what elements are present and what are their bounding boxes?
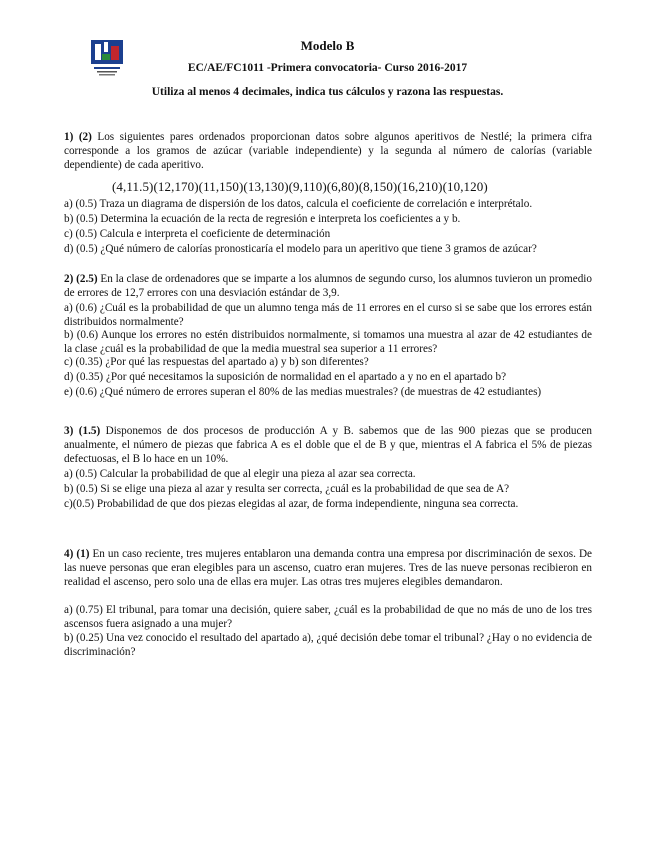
- question-3b: b) (0.5) Si se elige una pieza al azar y resulta ser correcta, ¿cuál es la probabilidad de que sea de A?: [64, 483, 510, 495]
- question-3: [64, 424, 592, 467]
- question-3-number: 3): [64, 425, 74, 437]
- question-1d: d) (0.5) ¿Qué número de calorías pronosticaría el modelo para un aperitivo que tiene 3 gramos de azúcar?: [64, 243, 537, 255]
- question-3a: a) (0.5) Calcular la probabilidad de que al elegir una pieza al azar sea correcta.: [64, 468, 416, 480]
- question-2-points: (2.5): [76, 273, 98, 285]
- question-2: [64, 272, 592, 300]
- question-2e: e) (0.6) ¿Qué número de errores superan el 80% de las medias muestrales? (de muestras de 42 estudiantes): [64, 386, 542, 398]
- question-2a: a) (0.6) ¿Cuál es la probabilidad de que un alumno tenga más de 11 errores en el curso si se sabe que los errores están distribuidos normalmente?: [64, 302, 592, 329]
- question-3c: c)(0.5) Probabilidad de que dos piezas elegidas al azar, de forma independiente, ninguna sea correcta.: [64, 498, 519, 510]
- question-2-number: 2): [64, 273, 74, 285]
- question-1a: a) (0.5) Traza un diagrama de dispersión de los datos, calcula el coeficiente de correlación e interprétalo.: [64, 198, 533, 210]
- question-2d: d) (0.35) ¿Por qué necesitamos la suposición de normalidad en el apartado a y no en el apartado b?: [64, 371, 507, 383]
- question-4a: a) (0.75) El tribunal, para tomar una decisión, quiere saber, ¿cuál es la probabilidad de que no más de uno de los tres ascensos fuera asignado a una mujer?: [64, 604, 592, 631]
- question-2-text: En la clase de ordenadores que se imparte a los alumnos de segundo curso, los alumnos tuvieron un promedio de errores de 12,7 errores con una desviación estándar de 3,9.: [64, 273, 593, 300]
- question-2c: c) (0.35) ¿Por qué las respuestas del apartado a) y b) son diferentes?: [64, 356, 369, 368]
- question-1: [64, 130, 592, 173]
- page-title: Modelo B: [300, 38, 355, 53]
- question-4-text: En un caso reciente, tres mujeres entablaron una demanda contra una empresa por discriminación de sexos. De las nueve personas que eran elegibles para un ascenso, cuatro eran mujeres. Tres de las nueve personas recibieron en realidad el ascenso, pero solo una de ellas era mujer. Las otras tres mujeres elegibles demandaron.: [64, 548, 593, 589]
- question-3-points: (1.5): [78, 425, 101, 437]
- question-4-number: 4): [64, 548, 74, 560]
- question-1-points: (2): [78, 131, 92, 143]
- question-1c: c) (0.5) Calcula e interpreta el coeficiente de determinación: [64, 228, 331, 240]
- instructions-line: Utiliza al menos 4 decimales, indica tus cálculos y razona las respuestas.: [151, 86, 504, 98]
- question-4: [64, 547, 592, 590]
- question-4b: b) (0.25) Una vez conocido el resultado del apartado a), ¿qué decisión debe tomar el tribunal? ¿Hay o no evidencia de discriminación?: [64, 632, 592, 659]
- question-1b: b) (0.5) Determina la ecuación de la recta de regresión e interpreta los coeficientes a y b.: [64, 213, 461, 225]
- course-line: EC/AE/FC1011 -Primera convocatoria- Curso 2016-2017: [187, 62, 468, 74]
- question-4-points: (1): [76, 548, 90, 560]
- question-3-text: Disponemos de dos procesos de producción A y B. sabemos que de las 900 piezas que se producen anualmente, el número de piezas que fabrica A es el doble que el de B y que, mientras el A fabrica el 5% de piezas defectuosas, el B lo hace en un 10%.: [64, 425, 593, 466]
- question-1-number: 1): [64, 131, 74, 143]
- data-pairs: (4,11.5)(12,170)(11,150)(13,130)(9,110)(6,80)(8,150)(16,210)(10,120): [112, 179, 488, 194]
- question-1-text: Los siguientes pares ordenados proporcionan datos sobre algunos aperitivos de Nestlé; la primera cifra corresponde a los gramos de azúcar (variable independiente) y la segunda al número de calorías (variable dependiente) de cada aperitivo.: [64, 131, 592, 172]
- question-2b: b) (0.6) Aunque los errores no estén distribuidos normalmente, si tomamos una muestra al azar de 42 estudiantes de la clase ¿cuál es la probabilidad de que la media muestral sea superior a 11 errores?: [64, 329, 592, 356]
